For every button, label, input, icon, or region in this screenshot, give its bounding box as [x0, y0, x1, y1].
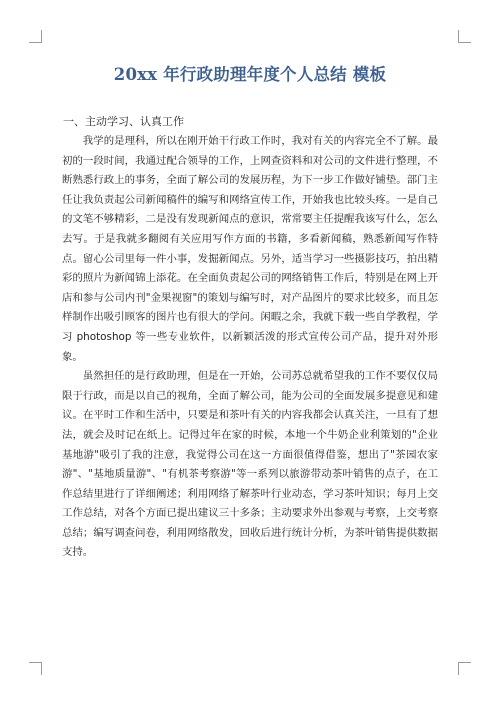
page-corner-mark-top-left [29, 30, 42, 43]
page-corner-mark-bottom-right [458, 662, 471, 675]
body-paragraph-2: 虽然担任的是行政助理，但是在一开始，公司苏总就希望我的工作不要仅仅局限于行政，而是以自己的视角，全面了解公司，能为公司的全面发展多提意见和建议。在平时工作和生活中，只要是和茶叶有关的内容我都会认真关注，一旦有了想法，就会及时记在纸上。记得过年在家的时候，本地一个牛奶企业利策划的"企业基地游"吸引了我的注意，我觉得公司在这一方面很值得借鉴，想出了"茶园农家游"、"基地质量游"、"有机茶考察游"等一系列以旅游带动茶叶销售的点子，在工作总结里进行了详细阐述；利用网络了解茶叶行业动态，学习茶叶知识；每月上交工作总结，对各个方面已提出建议三十多条；主动要求外出参观与考察，上交考察总结；编写调查问卷，利用网络散发，回收后进行统计分析，为茶叶销售提供数据支持。 [62, 370, 438, 559]
page-corner-mark-bottom-left [29, 662, 42, 675]
page-corner-mark-top-right [458, 30, 471, 43]
body-paragraph-1: 我学的是理科，所以在刚开始干行政工作时，我对有关的内容完全不了解。最初的一段时间，我通过配合领导的工作，上网查资料和对公司的文件进行整理，不断熟悉行政上的事务，全面了解公司的发展历程，为下一步工作做好铺垫。部门主任让我负责起公司新闻稿件的编写和网络宣传工作，开始我也比较头疼。一是自己的文笔不够精彩，二是没有发现新闻点的意识，常常要主任提醒我该写什么，怎么去写。于是我就多翻阅有关应用写作方面的书籍，多看新闻稿，熟悉新闻写作特点。留心公司里每一件小事，发掘新闻点。另外，适当学习一些摄影技巧，拍出精彩的照片为新闻锦上添花。在全面负责起公司的网络销售工作后，特别是在网上开店和参与公司内刊"金果视窗"的策划与编写时，对产品图片的要求比较多，而且怎样制作出吸引顾客的图片也有很大的学问。闲暇之余，我就下载一些自学教程，学习 photoshop 等一些专业软件，以新颖活泼的形式宣传公司产品，提升对外形象。 [62, 135, 438, 363]
section-body [62, 132, 438, 563]
section-heading: 一、主动学习、认真工作 [63, 115, 184, 128]
document-title: 20xx 年行政助理年度个人总结 模板 [113, 65, 387, 84]
